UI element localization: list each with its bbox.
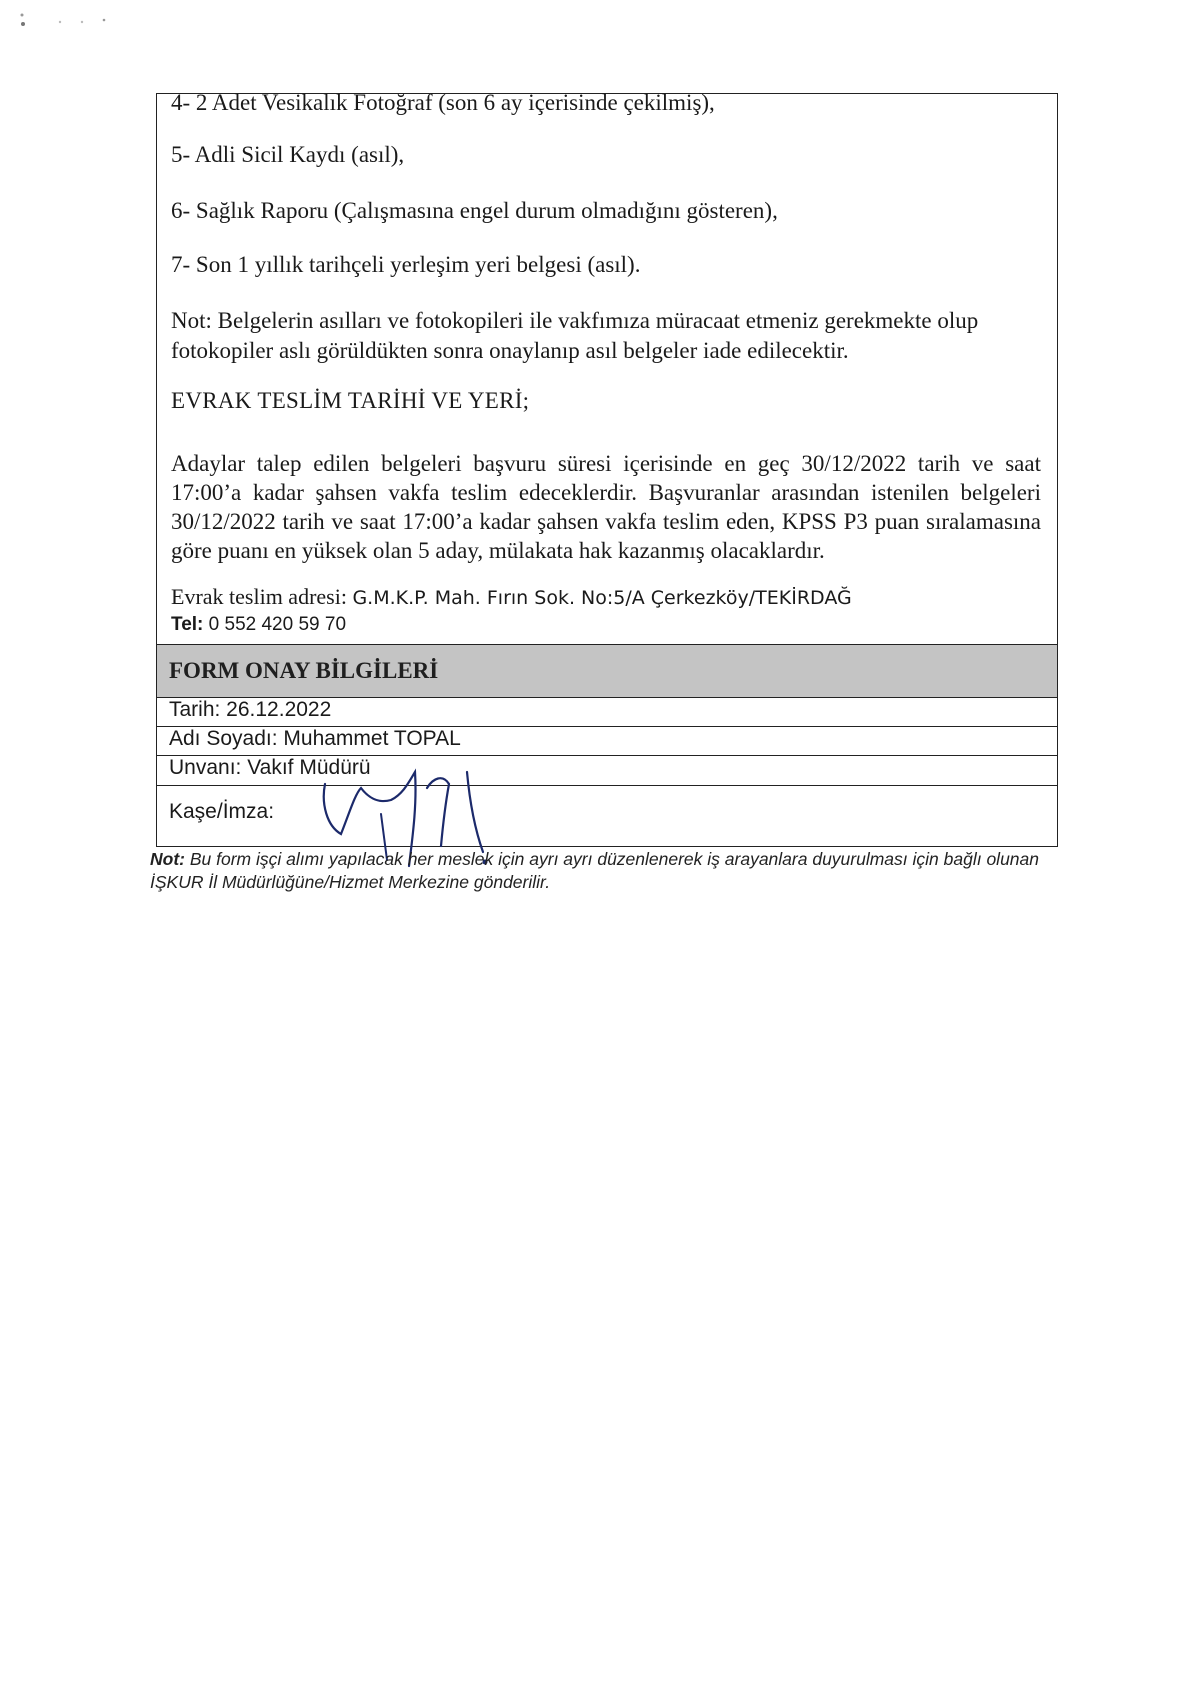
telephone — [171, 614, 346, 636]
form-approval-header — [157, 644, 1057, 698]
footnote-text: Bu form işçi alımı yapılacak her meslek için ayrı ayrı düzenlenerek iş arayanlara duyurulması için bağlı olunan İŞKUR İl Müdürlüğüne/Hizmet Merkezine gönderilir. — [150, 849, 1039, 892]
form-approval-title: FORM ONAY BİLGİLERİ — [169, 658, 439, 683]
stamp-signature-row — [157, 786, 1057, 848]
scan-artifact — [18, 10, 108, 30]
requirement-item: 6- Sağlık Raporu (Çalışmasına engel durum olmadığını gösteren), — [171, 198, 778, 223]
document-box — [156, 90, 1058, 847]
stamp-signature-label: Kaşe/İmza: — [169, 800, 275, 823]
name-field: Adı Soyadı: Muhammet TOPAL — [169, 727, 461, 750]
requirement-item: 7- Son 1 yıllık tarihçeli yerleşim yeri belgesi (asıl). — [171, 252, 641, 277]
address-label: Evrak teslim adresi: — [171, 584, 347, 609]
tel-label: Tel: — [171, 614, 204, 635]
delivery-address — [171, 584, 852, 610]
submission-heading: EVRAK TESLİM TARİHİ VE YERİ; — [171, 388, 530, 413]
tel-value: 0 552 420 59 70 — [208, 614, 347, 635]
address-value: G.M.K.P. Mah. Fırın Sok. No:5/A Çerkezköy/TEKİRDAĞ — [352, 587, 852, 609]
title-row — [157, 756, 1057, 786]
requirement-item: 5- Adli Sicil Kaydı (asıl), — [171, 142, 405, 167]
requirement-item: 4- 2 Adet Vesikalık Fotoğraf (son 6 ay içerisinde çekilmiş), — [171, 90, 715, 115]
footnote-label: Not: — [150, 849, 185, 869]
date-row — [157, 698, 1057, 727]
footnote — [150, 848, 1060, 894]
submission-paragraph: Adaylar talep edilen belgeleri başvuru süresi içerisinde en geç 30/12/2022 tarih ve saat 17:00’a kadar şahsen vakfa teslim edeceklerdir. Başvuranlar arasından istenilen belgeleri 30/12/2022 tarih ve saat 17:00’a kadar şahsen vakfa teslim eden, KPSS P3 puan sıralamasına göre puanı en yüksek olan 5 aday, mülakata hak kazanmış olacaklardır. — [171, 451, 1041, 563]
name-row — [157, 727, 1057, 756]
job-title-field: Unvanı: Vakıf Müdürü — [169, 756, 371, 779]
documents-note: Not: Belgelerin asılları ve fotokopileri ile vakfımıza müracaat etmeniz gerekmekte olup fotokopiler aslı görüldükten sonra onaylanıp asıl belgeler iade edilecektir. — [171, 308, 979, 363]
date-field: Tarih: 26.12.2022 — [169, 698, 332, 721]
